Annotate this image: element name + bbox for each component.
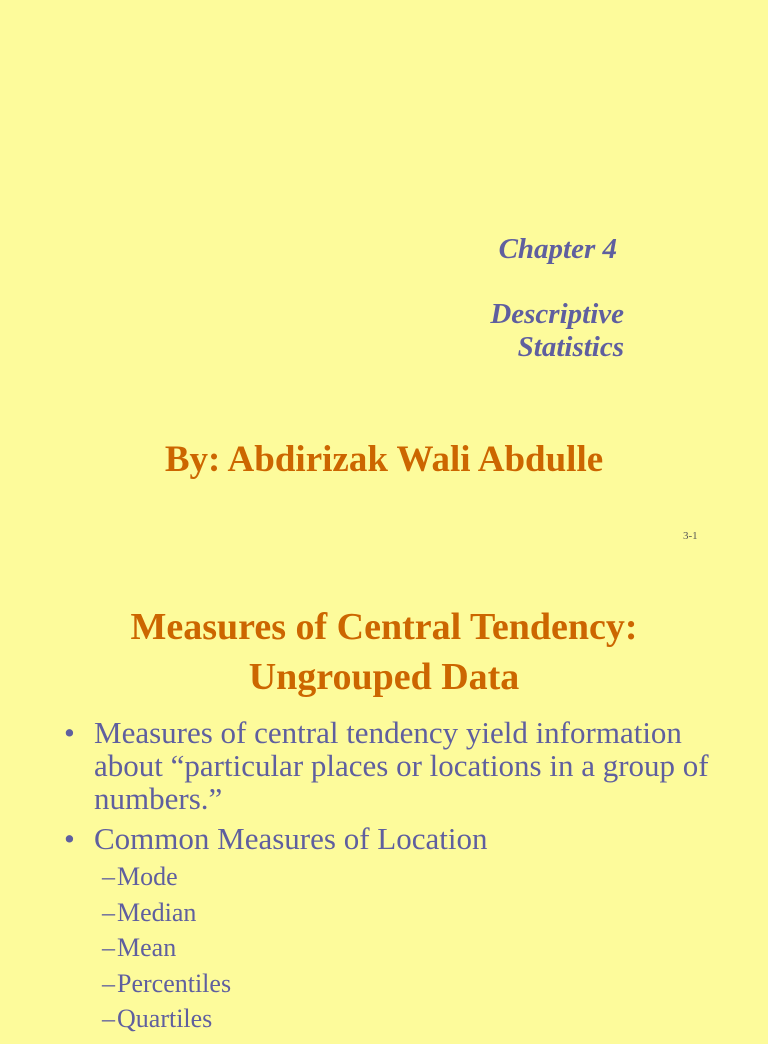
dash-icon: – [102,862,115,891]
bullet-text: Common Measures of Location [94,821,488,856]
bullet-item [64,716,744,815]
subtitle-line: Descriptive [490,298,624,330]
sub-item [102,859,744,895]
sub-item-text: Mean [117,933,177,962]
bullet-text: Measures of central tendency yield information about “particular places or locations in a group of numbers.” [94,715,709,816]
author-line: By: Abdirizak Wali Abdulle [164,439,604,480]
page-number: 3-1 [683,530,698,542]
sub-item [102,930,744,966]
sub-item [102,895,744,931]
dash-icon: – [102,968,115,998]
sub-item-text: Median [117,897,197,927]
subtitle-line: Statistics [517,331,624,363]
dash-icon: – [102,933,115,962]
slide-title-line: Measures of Central Tendency: [130,606,638,648]
sub-item-list [94,859,744,1037]
dash-icon: – [102,1004,115,1033]
sub-item-text: Quartiles [117,1004,213,1033]
slide-title-line: Ungrouped Data [248,656,520,698]
sub-item [102,966,744,1002]
chapter-subtitle [0,298,624,364]
bullet-icon: • [64,821,75,856]
sub-item-text: Percentiles [117,968,232,998]
dash-icon: – [102,897,115,927]
content-slide [0,560,768,1033]
bullet-list [64,716,744,1044]
bullet-item [64,822,744,1037]
bullet-icon: • [64,715,75,750]
chapter-heading: Chapter 4 [498,233,617,265]
sub-item [102,1001,744,1037]
slide-title [0,602,768,702]
sub-item-text: Mode [117,862,178,891]
